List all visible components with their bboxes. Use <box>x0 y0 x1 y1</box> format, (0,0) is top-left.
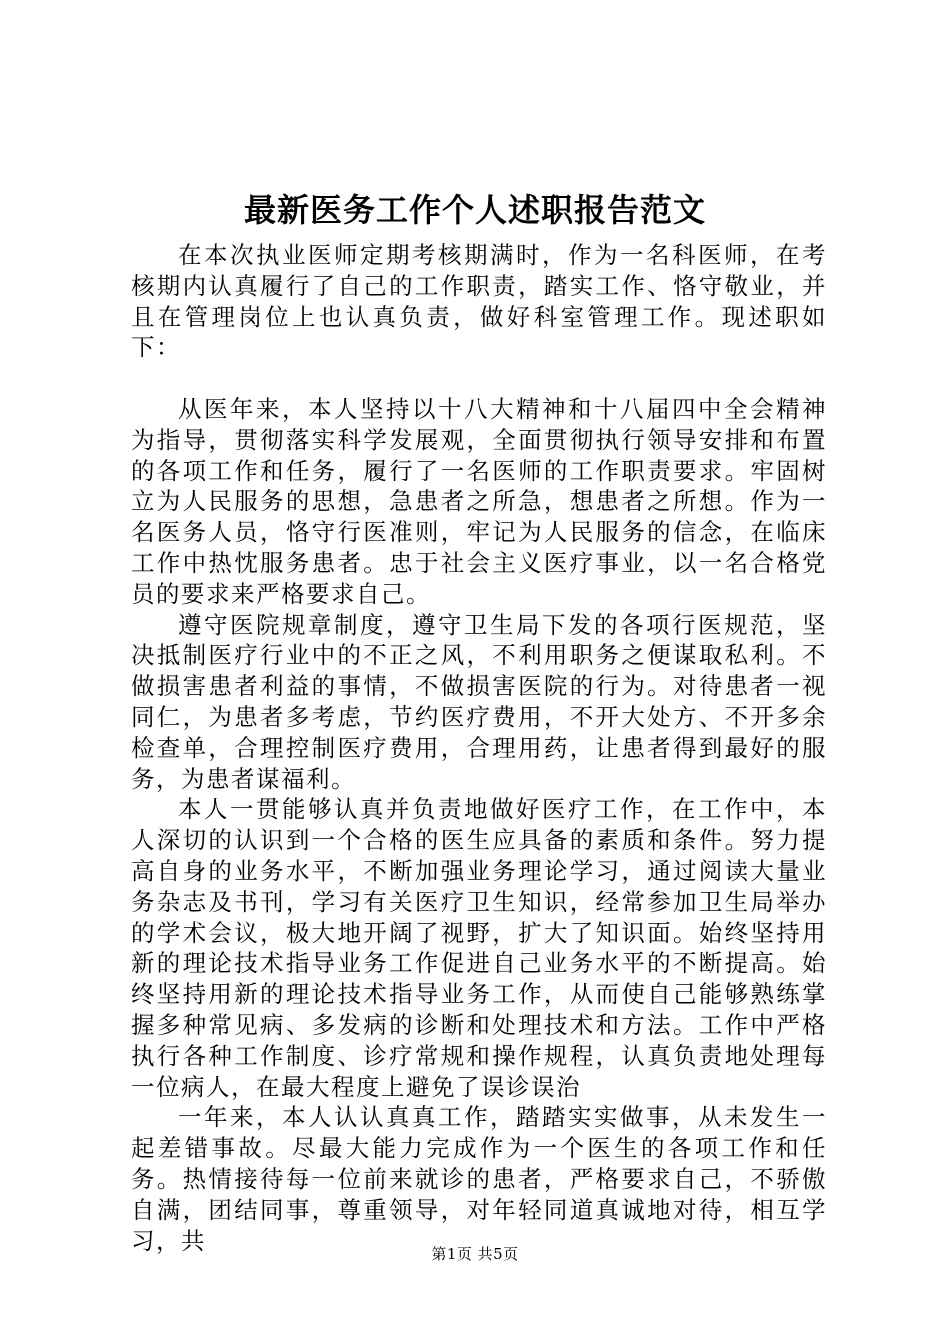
document-body <box>131 240 827 1256</box>
paragraph-3: 遵守医院规章制度，遵守卫生局下发的各项行医规范，坚决抵制医疗行业中的不正之风，不利用职务之便谋取私利。不做损害患者利益的事情，不做损害医院的行为。对待患者一视同仁，为患者多考虑，节约医疗费用，不开大处方、不开多余检查单，合理控制医疗费用，合理用药，让患者得到最好的服务，为患者谋福利。 <box>131 610 827 793</box>
paragraph-4: 本人一贯能够认真并负责地做好医疗工作，在工作中，本人深切的认识到一个合格的医生应具备的素质和条件。努力提高自身的业务水平，不断加强业务理论学习，通过阅读大量业务杂志及书刊，学习有关医疗卫生知识，经常参加卫生局举办的学术会议，极大地开阔了视野，扩大了知识面。始终坚持用新的理论技术指导业务工作促进自己业务水平的不断提高。始终坚持用新的理论技术指导业务工作，从而使自己能够熟练掌握多种常见病、多发病的诊断和处理技术和方法。工作中严格执行各种工作制度、诊疗常规和操作规程，认真负责地处理每一位病人，在最大程度上避免了误诊误治 <box>131 795 827 1101</box>
paragraph-intro: 在本次执业医师定期考核期满时，作为一名科医师，在考核期内认真履行了自己的工作职责，踏实工作、恪守敬业，并且在管理岗位上也认真负责，做好科室管理工作。现述职如下： <box>131 241 827 362</box>
page-number: 第1页 共5页 <box>431 1245 519 1263</box>
paragraph-5: 一年来，本人认认真真工作，踏踏实实做事，从未发生一起差错事故。尽最大能力完成作为一个医生的各项工作和任务。热情接待每一位前来就诊的患者，严格要求自己，不骄傲自满，团结同事，尊重领导，对年轻同道真诚地对待，相互学习，共 <box>131 1103 827 1255</box>
document-title: 最新医务工作个人述职报告范文 <box>243 191 706 229</box>
paragraph-2: 从医年来，本人坚持以十八大精神和十八届四中全会精神为指导，贯彻落实科学发展观，全面贯彻执行领导安排和布置的各项工作和任务，履行了一名医师的工作职责要求。牢固树立为人民服务的思想，急患者之所急，想患者之所想。作为一名医务人员，恪守行医准则，牢记为人民服务的信念，在临床工作中热忱服务患者。忠于社会主义医疗事业，以一名合格党员的要求来严格要求自己。 <box>131 394 827 608</box>
